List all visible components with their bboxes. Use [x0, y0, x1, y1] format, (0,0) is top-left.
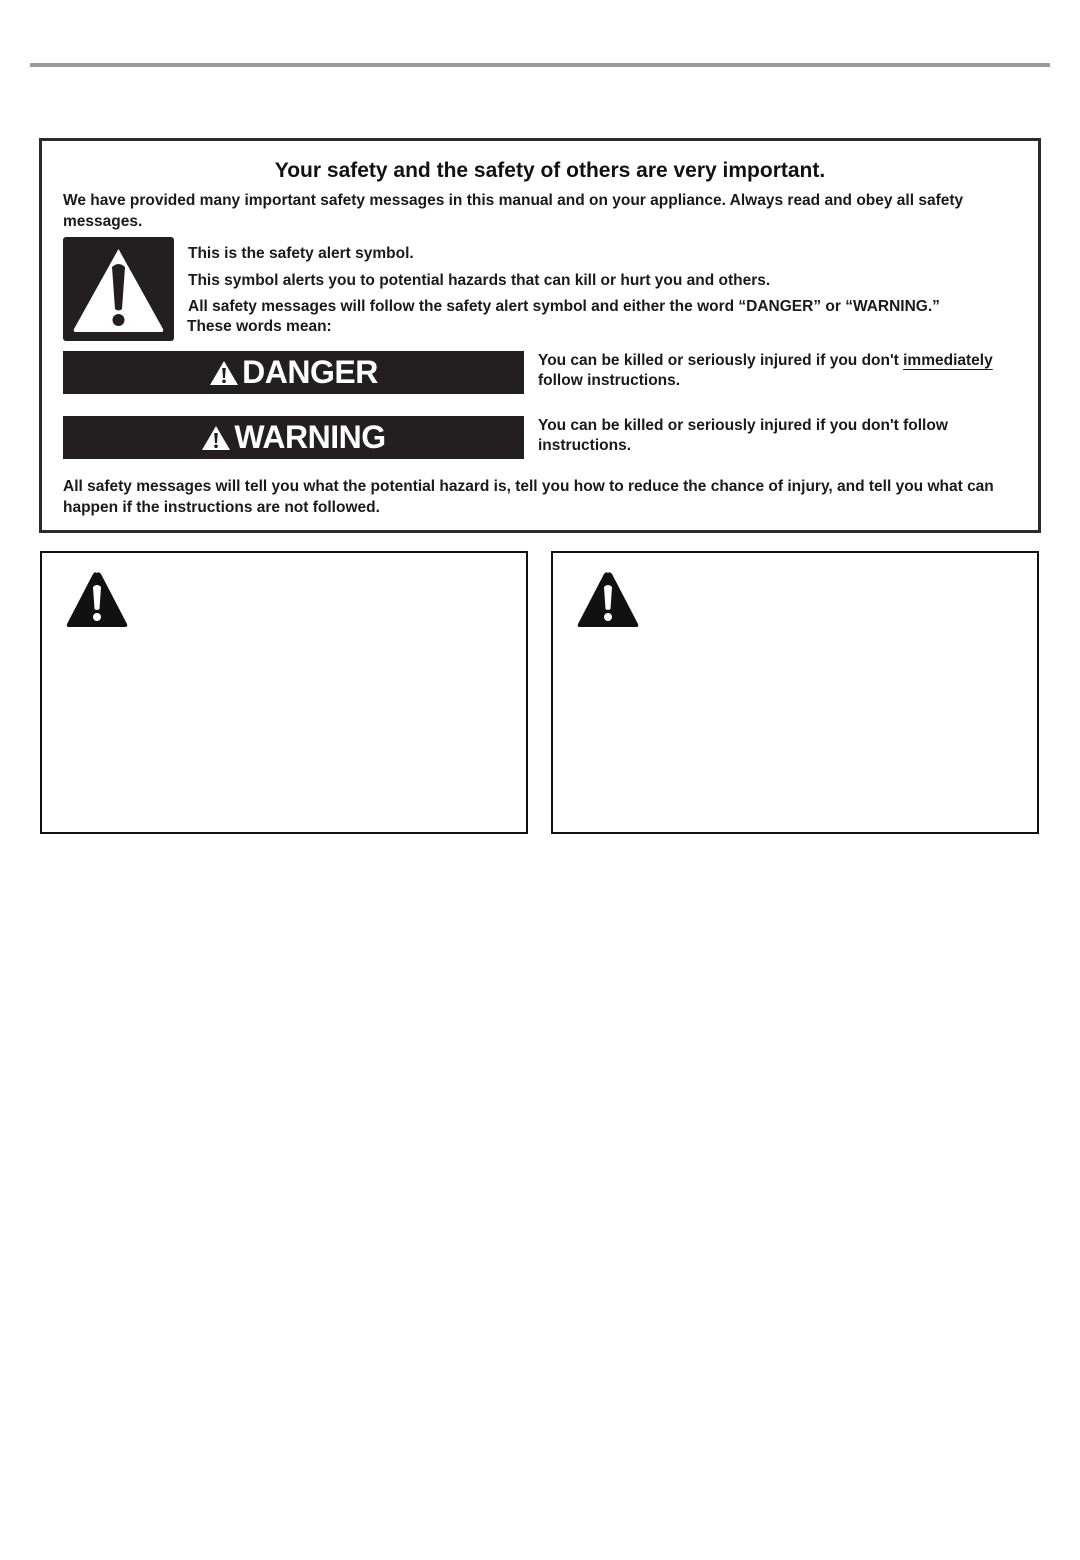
- alert-symbol-explanation: [188, 244, 1048, 337]
- alert-line: This is the safety alert symbol.: [188, 245, 414, 262]
- danger-desc-emphasis: immediately: [903, 352, 993, 369]
- safety-outro: All safety messages will tell you what the potential hazard is, tell you how to reduce the chance of injury, and tell you what can happen if the instructions are not followed.: [63, 478, 994, 516]
- warning-triangle-icon: [209, 360, 239, 386]
- danger-desc-text: You can be killed or seriously injured if you don't: [538, 352, 904, 369]
- warning-panel-right: [551, 551, 1039, 834]
- alert-line: This symbol alerts you to potential hazards that can kill or hurt you and others.: [188, 272, 771, 289]
- warning-label: WARNING: [234, 419, 386, 455]
- warning-signal-bar: [63, 416, 524, 459]
- warning-triangle-icon: [65, 571, 129, 629]
- safety-alert-symbol-icon: [63, 237, 174, 341]
- alert-line: These words mean:: [187, 318, 332, 335]
- danger-desc-text-end: follow instructions.: [538, 372, 681, 389]
- danger-description: [538, 351, 1038, 391]
- alert-line: All safety messages will follow the safety alert symbol and either the word “DANGER” or “WARNING.”: [188, 298, 940, 315]
- danger-label: DANGER: [242, 354, 378, 390]
- top-rule: [30, 63, 1050, 67]
- safety-intro: We have provided many important safety messages in this manual and on your appliance. Always read and obey all safety messages.: [63, 192, 964, 230]
- safety-notice-box: [39, 138, 1041, 533]
- danger-signal-bar: [63, 351, 524, 394]
- warning-panel-left: [40, 551, 528, 834]
- warning-description: You can be killed or seriously injured if you don't follow instructions.: [538, 417, 948, 454]
- warning-triangle-icon: [576, 571, 640, 629]
- warning-triangle-icon: [201, 425, 231, 451]
- safety-heading: Your safety and the safety of others are very important.: [274, 159, 826, 182]
